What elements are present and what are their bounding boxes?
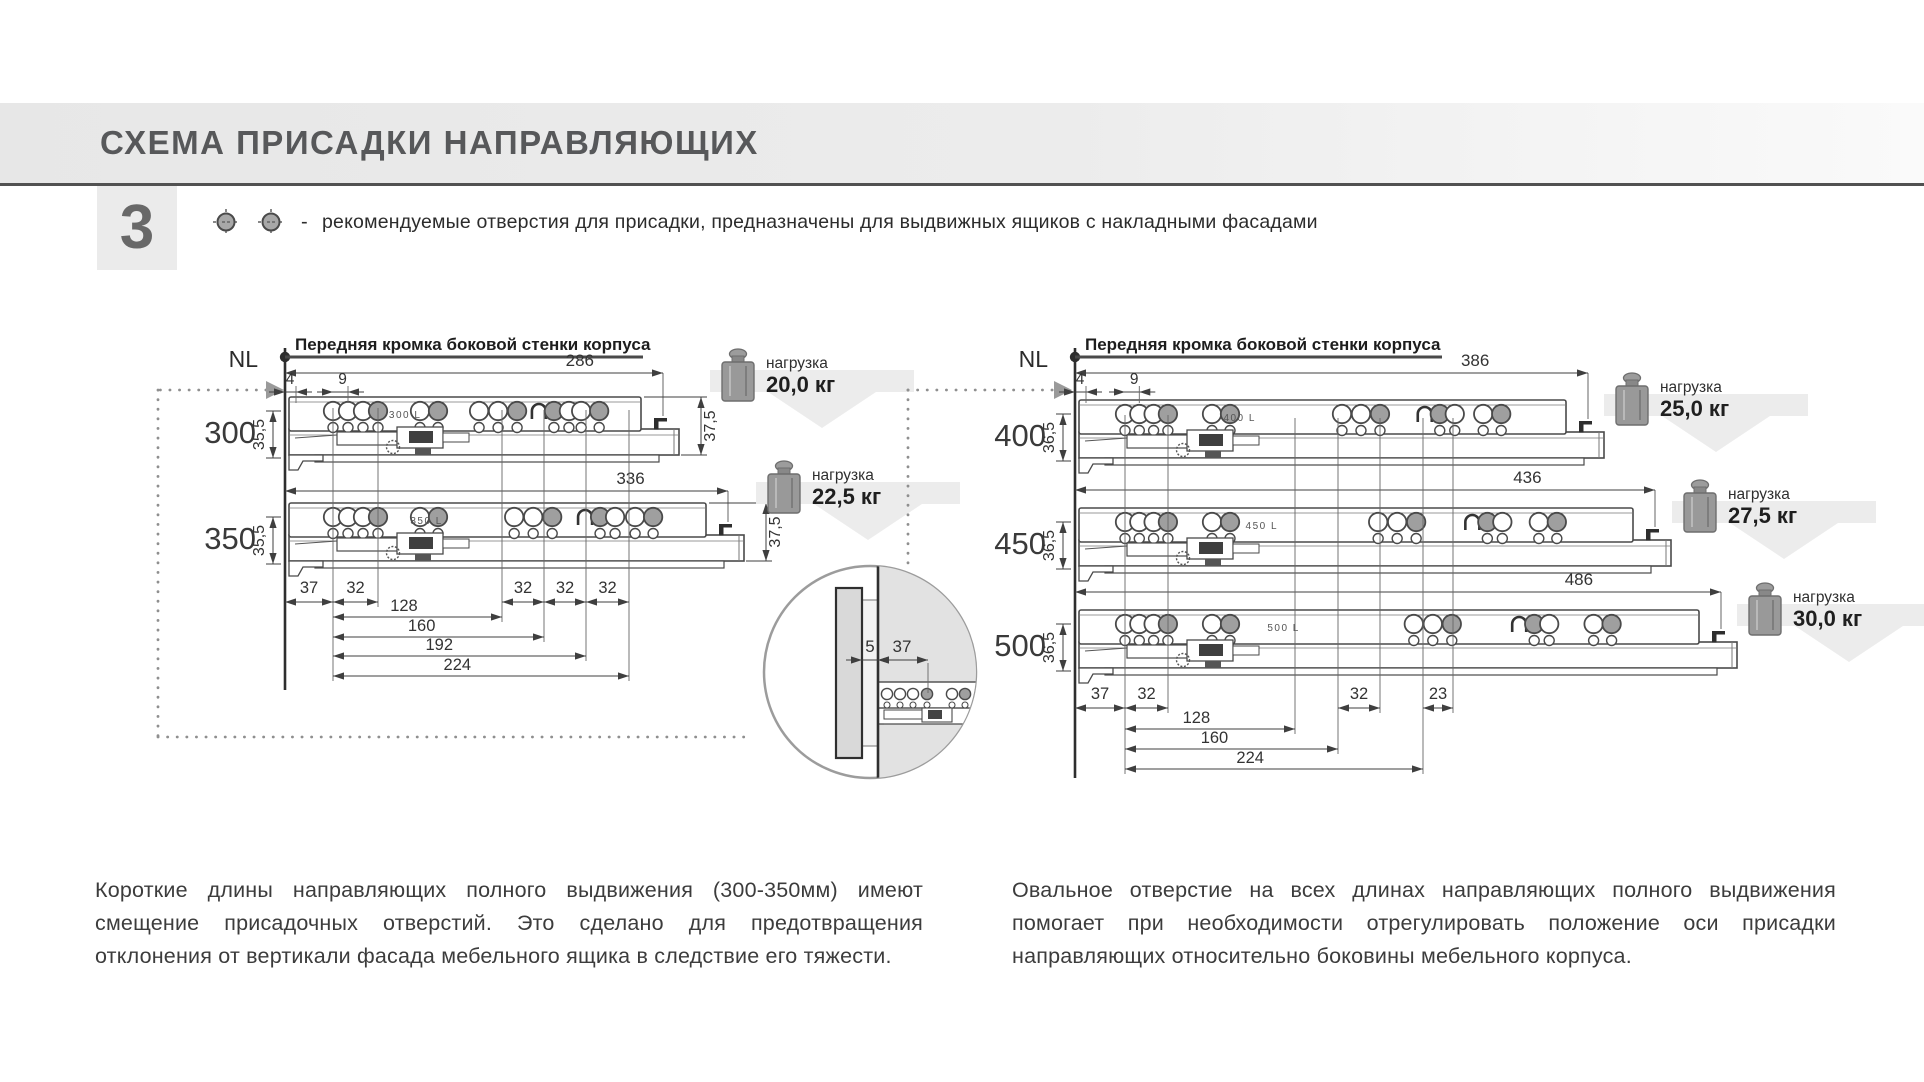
pitch-dimension — [544, 579, 586, 606]
hole — [962, 702, 968, 708]
slide-marking: 300 L — [388, 410, 422, 421]
hole — [1149, 636, 1159, 646]
slide-marking: 500 L — [1267, 623, 1300, 634]
dim-label: 436 — [1513, 468, 1542, 487]
arrowhead — [367, 598, 378, 605]
hole — [1134, 636, 1144, 646]
dim-label: 32 — [1349, 685, 1369, 703]
load-caption: нагрузка — [1793, 589, 1855, 606]
arrowhead — [1577, 369, 1588, 376]
legend-separator: - — [301, 211, 308, 233]
dim-label: 32 — [1137, 685, 1156, 703]
load-badge — [1604, 373, 1808, 452]
weight-icon — [722, 349, 754, 401]
dim-label: 128 — [390, 597, 418, 615]
hole — [1337, 426, 1347, 436]
arrowhead — [491, 613, 502, 620]
hole — [1392, 534, 1402, 544]
hole — [949, 702, 955, 708]
hole — [576, 423, 586, 433]
hole — [1333, 405, 1351, 423]
bottom-rail — [315, 455, 659, 462]
arrowhead — [717, 487, 728, 494]
arrowhead — [1059, 558, 1066, 569]
arrowhead — [333, 633, 344, 640]
arrowhead — [618, 672, 629, 679]
arrowhead — [575, 598, 586, 605]
hole — [1203, 405, 1221, 423]
hole — [1493, 513, 1511, 531]
pitch-dimension — [1075, 685, 1125, 712]
arrowhead — [333, 598, 344, 605]
offset-dimension — [269, 371, 312, 396]
hole — [907, 688, 918, 699]
hole — [508, 402, 526, 420]
arrowhead — [1114, 388, 1125, 395]
pitch-dimension — [1338, 685, 1380, 712]
hole — [1373, 534, 1383, 544]
dim-label: 160 — [407, 617, 436, 635]
hole — [1492, 405, 1510, 423]
bottom-rail — [1105, 668, 1717, 675]
arrowhead — [1075, 588, 1086, 595]
hole — [1149, 426, 1159, 436]
hole — [1530, 513, 1548, 531]
dim-label: 4 — [285, 371, 295, 388]
arrowhead — [269, 411, 276, 422]
hole — [343, 529, 353, 539]
arrowhead — [1139, 388, 1150, 395]
hole — [1203, 615, 1221, 633]
load-badge — [710, 349, 914, 428]
cabinet-side-panel — [878, 566, 1088, 780]
weight-icon — [1616, 373, 1648, 425]
arrowhead — [269, 553, 276, 564]
pitch-dimension — [333, 579, 378, 606]
arrowhead — [296, 388, 307, 395]
arrowhead — [1125, 704, 1136, 711]
load-caption: нагрузка — [766, 355, 828, 372]
hole — [1478, 426, 1488, 436]
arrowhead — [1125, 765, 1136, 772]
hole — [1552, 534, 1562, 544]
arrowhead — [1075, 704, 1086, 711]
hole — [543, 508, 561, 526]
dim-label: 35,5 — [251, 524, 268, 557]
hole — [1149, 534, 1159, 544]
dim-label: 336 — [616, 469, 645, 488]
hole — [1589, 636, 1599, 646]
dim-label: 36,5 — [1041, 529, 1058, 562]
arrowhead — [1369, 704, 1380, 711]
arrowhead — [652, 369, 663, 376]
hole — [343, 423, 353, 433]
dim-label: 286 — [565, 351, 595, 370]
detail-arrow-icon — [1054, 381, 1072, 399]
nl-label: NL — [1018, 346, 1048, 372]
dim-label: 9 — [338, 371, 347, 388]
hole — [1203, 513, 1221, 531]
dim-label: 192 — [425, 636, 454, 654]
gap-band — [861, 600, 878, 746]
slide-length-label: 500 — [994, 628, 1046, 663]
rear-hook — [1579, 421, 1592, 433]
hole — [564, 423, 574, 433]
hole — [644, 508, 662, 526]
dim-label: 386 — [1460, 351, 1490, 370]
dim-label: 224 — [443, 656, 472, 674]
hole — [1134, 534, 1144, 544]
arrowhead — [1125, 725, 1136, 732]
hole — [1428, 636, 1438, 646]
hole — [897, 702, 903, 708]
hole — [429, 402, 447, 420]
hole — [1482, 534, 1492, 544]
dim-label: 32 — [513, 579, 533, 597]
arrowhead — [285, 598, 296, 605]
arrowhead — [1059, 624, 1066, 635]
hole — [358, 423, 368, 433]
hole — [1424, 615, 1442, 633]
dim-label: 37 — [299, 579, 319, 597]
hole — [1435, 426, 1445, 436]
hole — [1405, 615, 1423, 633]
hole — [1352, 405, 1370, 423]
arrowhead — [575, 652, 586, 659]
nl-label: NL — [228, 346, 258, 372]
weight-icon — [1749, 583, 1781, 635]
hole — [959, 688, 970, 699]
dim-label: 37 — [892, 637, 912, 656]
arrowhead — [1423, 704, 1434, 711]
hole — [594, 423, 604, 433]
arrowhead — [762, 550, 769, 561]
load-caption: нагрузка — [1728, 486, 1790, 503]
slide-length-label: 350 — [204, 521, 256, 556]
load-badge — [1672, 480, 1876, 559]
load-badge — [756, 461, 960, 540]
arrowhead — [697, 444, 704, 455]
hole — [509, 529, 519, 539]
bottom-rail — [1105, 458, 1584, 465]
rear-hook — [719, 524, 732, 536]
load-value: 30,0 кг — [1793, 606, 1863, 631]
hole — [1540, 615, 1558, 633]
arrowhead — [533, 633, 544, 640]
pitch-dimension — [1423, 685, 1453, 712]
hole — [1447, 636, 1457, 646]
hole — [1446, 405, 1464, 423]
hole — [474, 423, 484, 433]
arrowhead — [1059, 660, 1066, 671]
rear-hook — [1646, 529, 1659, 541]
section-number: 3 — [97, 186, 177, 270]
arrowhead — [618, 598, 629, 605]
arrowhead — [269, 447, 276, 458]
arrowhead — [1442, 704, 1453, 711]
arrowhead — [1125, 745, 1136, 752]
hole — [910, 702, 916, 708]
arrowhead — [1075, 486, 1086, 493]
weight-icon — [768, 461, 800, 513]
dim-label: 37,5 — [767, 516, 784, 548]
pitch-dimension — [1125, 685, 1168, 712]
dim-label: 37,5 — [702, 410, 719, 442]
arrowhead — [285, 487, 296, 494]
hole — [630, 529, 640, 539]
hole — [606, 508, 624, 526]
hole — [528, 529, 538, 539]
bottom-rail — [315, 561, 724, 568]
pitch-dimension — [502, 579, 544, 606]
arrowhead — [1059, 522, 1066, 533]
arrowhead — [1710, 588, 1721, 595]
detail-inset — [764, 566, 1088, 780]
arrowhead — [269, 517, 276, 528]
slide-length-label: 450 — [994, 526, 1046, 561]
hole — [881, 688, 892, 699]
hole — [884, 702, 890, 708]
arrowhead — [1157, 704, 1168, 711]
dim-label: 128 — [1182, 709, 1211, 727]
hole — [648, 529, 658, 539]
hole — [1548, 513, 1566, 531]
edge-label: Передняя кромка боковой стенки корпуса — [295, 335, 651, 354]
dim-label: 32 — [346, 579, 365, 597]
arrowhead — [333, 672, 344, 679]
load-value: 20,0 кг — [766, 372, 836, 397]
hole — [470, 402, 488, 420]
dim-label: 23 — [1428, 685, 1448, 703]
arrowhead — [1114, 704, 1125, 711]
dim-label: 37 — [1090, 685, 1110, 703]
dim-label: 36,5 — [1041, 631, 1058, 664]
arrowhead — [322, 598, 333, 605]
pitch-dimension — [285, 579, 333, 606]
hole — [1534, 534, 1544, 544]
hole — [946, 688, 957, 699]
hole — [1607, 636, 1617, 646]
dim-label: 5 — [865, 637, 875, 656]
arrowhead — [586, 598, 597, 605]
hole — [1496, 426, 1506, 436]
legend-text: рекомендуемые отверстия для присадки, предназначены для выдвижных ящиков с накладными фасадами — [322, 211, 1318, 233]
length-dimension — [285, 469, 728, 495]
arrowhead — [1284, 725, 1295, 732]
arrowhead — [333, 613, 344, 620]
spacing-dimension — [1109, 371, 1155, 396]
arrowhead — [1412, 765, 1423, 772]
hole — [1474, 405, 1492, 423]
stack-dimension — [333, 656, 629, 680]
load-caption: нагрузка — [1660, 379, 1722, 396]
dim-label: 4 — [1075, 371, 1085, 388]
hole — [1602, 615, 1620, 633]
note-oval-hole: Овальное отверстие на всех длинах направляющих полного выдвижения помогает при необходимости отрегулировать положение оси присадки направляющих относительно боковины мебельного корпуса. — [1012, 877, 1836, 968]
load-value: 27,5 кг — [1728, 503, 1798, 528]
dim-label: 32 — [598, 579, 617, 597]
length-dimension — [1075, 468, 1655, 494]
hole — [1450, 426, 1460, 436]
offset-dimension — [1059, 371, 1102, 396]
load-value: 22,5 кг — [812, 484, 882, 509]
slide-drawing-350 — [289, 491, 744, 576]
arrowhead — [1327, 745, 1338, 752]
hole — [595, 529, 605, 539]
stack-dimension — [1125, 749, 1423, 773]
rear-hook — [1712, 631, 1725, 643]
hole — [1409, 636, 1419, 646]
load-caption: нагрузка — [812, 467, 874, 484]
arrowhead — [322, 388, 333, 395]
hole — [1529, 636, 1539, 646]
slide-drawing-500 — [1079, 592, 1737, 683]
weight-icon — [1684, 480, 1716, 532]
load-badge — [1737, 583, 1924, 662]
stack-dimension — [1125, 729, 1338, 753]
arrowhead — [1086, 388, 1097, 395]
length-dimension — [1075, 570, 1721, 596]
arrowhead — [533, 598, 544, 605]
hole — [358, 529, 368, 539]
dim-label: 32 — [555, 579, 575, 597]
hole — [572, 402, 590, 420]
arrowhead — [1338, 704, 1349, 711]
hole — [1221, 513, 1239, 531]
arrowhead — [348, 388, 359, 395]
hole — [512, 423, 522, 433]
pitch-dimension — [586, 579, 629, 606]
length-dimension — [1075, 351, 1588, 377]
hole — [894, 688, 905, 699]
dim-label: 224 — [1236, 749, 1264, 767]
dim-label: 160 — [1200, 729, 1229, 747]
hole — [1356, 426, 1366, 436]
side-height-dimension — [697, 397, 719, 455]
note-short-lengths: Короткие длины направляющих полного выдвижения (300-350мм) имеют смещение присадочных отверстий. Это сделано для предотвращения отклонения от вертикали фасада мебельного ящика в следствие его тяжести. — [95, 877, 923, 968]
hole — [1221, 615, 1239, 633]
spacing-dimension — [317, 371, 364, 396]
hole — [924, 702, 930, 708]
arrowhead — [333, 652, 344, 659]
hole — [610, 529, 620, 539]
hole — [1388, 513, 1406, 531]
arrowhead — [502, 598, 513, 605]
hole — [1544, 636, 1554, 646]
hole — [489, 402, 507, 420]
hole — [547, 529, 557, 539]
dim-label: 486 — [1564, 570, 1594, 589]
edge-label: Передняя кромка боковой стенки корпуса — [1085, 335, 1441, 354]
dim-label: 35,5 — [251, 418, 268, 451]
hole — [1411, 534, 1421, 544]
dim-label: 9 — [1129, 371, 1139, 388]
right-diagram — [908, 335, 1924, 778]
slide-drawing-300 — [289, 373, 679, 470]
hole — [505, 508, 523, 526]
arrowhead — [1059, 450, 1066, 461]
hole — [1584, 615, 1602, 633]
slide-length-label: 300 — [204, 415, 256, 450]
slide-drawing-400 — [1079, 373, 1604, 473]
hole — [1497, 534, 1507, 544]
rear-hook — [654, 418, 667, 430]
page-title: СХЕМА ПРИСАДКИ НАПРАВЛЯЮЩИХ — [100, 124, 759, 161]
hole — [524, 508, 542, 526]
front-panel — [836, 588, 862, 758]
slide-length-label: 400 — [994, 418, 1046, 453]
hole — [590, 402, 608, 420]
hole — [1443, 615, 1461, 633]
slide-marking: 450 L — [1245, 521, 1279, 532]
dim-label: 36,5 — [1041, 421, 1058, 454]
hole — [1134, 426, 1144, 436]
arrowhead — [1644, 486, 1655, 493]
slide-marking: 350 L — [410, 516, 443, 527]
arrowhead — [544, 598, 555, 605]
arrowhead — [697, 397, 704, 408]
slide-marking: 400 L — [1223, 413, 1256, 424]
load-value: 25,0 кг — [1660, 396, 1730, 421]
hole — [921, 688, 932, 699]
arrowhead — [1059, 414, 1066, 425]
hole — [1369, 513, 1387, 531]
hole — [549, 423, 559, 433]
